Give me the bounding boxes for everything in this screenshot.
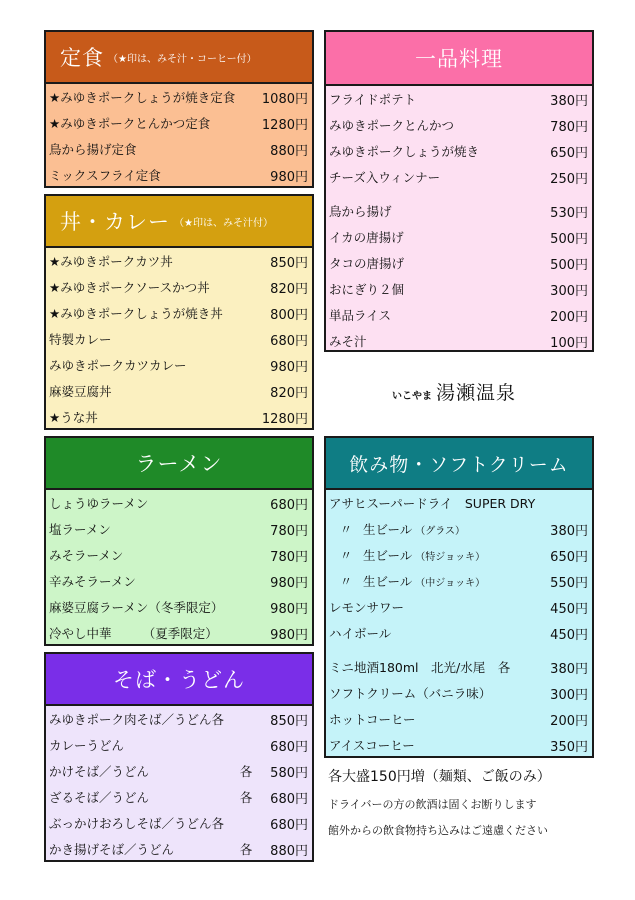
menu-item-price: 980円 [270,601,308,617]
menu-item-price: 780円 [270,549,308,565]
menu-item-price: 850円 [270,255,308,271]
menu-item-name: フライドポテト [329,92,417,107]
menu-item-name: みゆきポークカツカレー [49,358,187,373]
donburi-item [46,404,312,430]
menu-item-name: ソフトクリーム（バニラ味） [329,686,492,701]
donburi-item [46,352,312,378]
note-large-serving: 各大盛150円増（麺類、ご飯のみ） [328,769,551,785]
donburi-item [46,274,312,300]
menu-item-name: カレーうどん [49,738,125,753]
menu-item-name: ★みゆきポークカツ丼 [49,254,173,269]
ippin-list-a [326,86,592,190]
menu-item-price: 200円 [550,309,588,325]
menu-item-price: 300円 [550,283,588,299]
menu-item-each: 各 [239,790,253,805]
ramen-item [46,568,312,594]
donburi-header [46,196,312,248]
ippin-item [326,302,592,328]
soba-title: そば・うどん [113,668,245,692]
menu-item-name: 麻婆豆腐丼 [49,384,112,399]
menu-item-price: 380円 [550,661,588,677]
ippin-list-b [326,198,592,352]
donburi-item [46,300,312,326]
ippin-item [326,164,592,190]
soba-item [46,732,312,758]
menu-item-price: 530円 [550,205,588,221]
menu-item-price: 780円 [550,119,588,135]
menu-item-price: 1280円 [261,411,308,427]
menu-item-name: ミックスフライ定食 [49,168,161,183]
teishoku-title: 定食 [60,46,104,70]
menu-item-name: 辛みそラーメン [49,574,136,589]
logo-main-text: 湯瀬温泉 [436,382,517,404]
menu-item-price: 1080円 [261,91,308,107]
ramen-item [46,490,312,516]
ditto-mark: 〃 [339,548,353,563]
menu-item-price: 680円 [270,739,308,755]
beer-item-label [329,546,538,564]
ramen-item [46,542,312,568]
ramen-section [44,436,314,646]
ippin-item [326,86,592,112]
menu-item-name: ミニ地酒180ml 北光/水尾 各 [329,660,511,675]
menu-item-price: 200円 [550,713,588,729]
menu-item-price: 680円 [270,791,308,807]
menu-item-price: 800円 [270,307,308,323]
ippin-item [326,276,592,302]
menu-item-price: 980円 [270,359,308,375]
menu-item-name: みそラーメン [49,548,124,563]
ippin-list [326,86,592,350]
ippin-item [326,112,592,138]
ippin-item [326,250,592,276]
drinks-section [324,436,594,758]
menu-item-name: タコの唐揚げ [329,256,405,271]
soba-list [46,706,312,862]
menu-item-price: 820円 [270,281,308,297]
menu-item-each: 各 [239,764,253,779]
menu-item-price: 850円 [270,713,308,729]
donburi-title: 丼・カレー [60,210,170,234]
menu-item-name: ★みゆきポークしょうが焼き丼 [49,306,223,321]
drinks-list-a [326,594,592,646]
menu-item-name: 塩ラーメン [49,522,111,537]
menu-item-price: 380円 [550,93,588,109]
drink-item [326,620,592,646]
menu-item-price: 680円 [270,333,308,349]
logo-sub-text: いこやま [392,391,432,402]
beer-item-size: （中ジョッキ） [415,577,486,589]
menu-item-each: 各 [239,842,253,857]
menu-item-name: チーズ入ウィンナー [329,170,441,185]
note-no-outside-food: 館外からの飲食物持ち込みはご遠慮ください [328,824,548,837]
note-no-drinking-driving: ドライバーの方の飲酒は固くお断りします [328,798,537,811]
menu-item-name: 特製カレー [49,332,112,347]
ramen-item [46,516,312,542]
ippin-header [326,32,592,86]
soba-item [46,810,312,836]
teishoku-item [46,136,312,162]
menu-item-name: みゆきポークとんかつ [329,118,455,133]
menu-item-name: 単品ライス [329,308,392,323]
beer-item-price: 550円 [550,575,588,591]
menu-item-name: ホットコーヒー [329,712,416,727]
beer-item-label [329,520,538,538]
teishoku-section [44,30,314,188]
ippin-item [326,224,592,250]
menu-item-price: 780円 [270,523,308,539]
menu-item-name: ハイボール [329,626,392,641]
teishoku-note: （★印は、みそ汁・コーヒー付） [108,53,257,65]
soba-item [46,758,312,784]
menu-item-name: 冷やし中華 （夏季限定） [49,626,218,641]
menu-item-price: 450円 [550,627,588,643]
ramen-item [46,620,312,646]
menu-item-name: 鳥から揚げ [329,204,392,219]
beer-item-size: （特ジョッキ） [415,551,486,563]
drinks-list [326,490,592,756]
beer-item-name: 生ビール [363,548,413,563]
donburi-section [44,194,314,430]
teishoku-item [46,84,312,110]
beer-item-name: 生ビール [363,574,413,589]
menu-item-name: 麻婆豆腐ラーメン（冬季限定） [49,600,224,615]
beer-item-size: （グラス） [415,525,465,537]
menu-item-price: 880円 [270,843,308,859]
beer-item [326,516,592,542]
beer-item-price: 380円 [550,523,588,539]
menu-item-price: 980円 [270,575,308,591]
menu-item-price: 1280円 [261,117,308,133]
ippin-title: 一品料理 [415,47,503,71]
soba-item [46,836,312,862]
ippin-item [326,138,592,164]
menu-item-name: みゆきポークしょうが焼き [329,144,480,159]
soba-item [46,706,312,732]
drinks-beer-list [326,516,592,594]
drinks-header [326,438,592,490]
menu-item-name: しょうゆラーメン [49,496,149,511]
beer-item-name: 生ビール [363,522,413,537]
menu-item-name: ★みゆきポークとんかつ定食 [49,116,211,131]
menu-item-name: レモンサワー [329,600,405,615]
menu-item-name: かき揚げそば／うどん [49,842,175,857]
ippin-item [326,328,592,352]
ramen-list [46,490,312,646]
beer-item-price: 650円 [550,549,588,565]
teishoku-list [46,84,312,188]
ippin-item [326,198,592,224]
drink-item [326,654,592,680]
ramen-item [46,594,312,620]
teishoku-item [46,110,312,136]
menu-item-name: かけそば／うどん [49,764,150,779]
menu-item-price: 980円 [270,627,308,643]
menu-item-name: ★みゆきポークソースかつ丼 [49,280,210,295]
menu-item-price: 100円 [550,335,588,351]
drinks-list-b [326,654,592,758]
ippin-gap [326,190,592,198]
drink-item [326,706,592,732]
donburi-item [46,248,312,274]
menu-item-price: 580円 [270,765,308,781]
menu-item-name: ざるそば／うどん [49,790,150,805]
drink-item [326,732,592,758]
menu-item-price: 820円 [270,385,308,401]
donburi-item [46,378,312,404]
menu-item-name: アイスコーヒー [329,738,415,753]
donburi-item [46,326,312,352]
drinks-title: 飲み物・ソフトクリーム [349,453,569,476]
menu-item-price: 980円 [270,169,308,185]
menu-item-name: みそ汁 [329,334,367,349]
soba-header [46,654,312,706]
drinks-header-item [326,490,592,516]
menu-item-price: 650円 [550,145,588,161]
ramen-header [46,438,312,490]
menu-item-name: ★うな丼 [49,410,98,425]
soba-section [44,652,314,862]
drinks-header-item-name: アサヒスーパードライ SUPER DRY [329,496,536,511]
beer-item [326,568,592,594]
onsen-logo [392,378,516,405]
teishoku-header [46,32,312,84]
menu-item-price: 350円 [550,739,588,755]
menu-item-price: 500円 [550,231,588,247]
donburi-note: （★印は、みそ汁付） [174,217,273,229]
beer-item [326,542,592,568]
ditto-mark: 〃 [339,574,353,589]
menu-item-name: 鳥から揚げ定食 [49,142,137,157]
menu-item-price: 300円 [550,687,588,703]
drinks-gap [326,646,592,654]
beer-item-label [329,572,538,590]
ramen-title: ラーメン [135,452,223,476]
menu-item-name: イカの唐揚げ [329,230,404,245]
menu-item-price: 500円 [550,257,588,273]
menu-item-price: 680円 [270,817,308,833]
drink-item [326,594,592,620]
menu-item-price: 450円 [550,601,588,617]
teishoku-item [46,162,312,188]
menu-item-name: ぶっかけおろしそば／うどん各 [49,816,225,831]
menu-item-name: ★みゆきポークしょうが焼き定食 [49,90,236,105]
menu-item-name: みゆきポーク肉そば／うどん各 [49,712,225,727]
menu-item-price: 250円 [550,171,588,187]
ippin-section [324,30,594,352]
menu-item-name: おにぎり２個 [329,282,405,297]
donburi-list [46,248,312,430]
menu-item-price: 680円 [270,497,308,513]
ditto-mark: 〃 [339,522,353,537]
soba-item [46,784,312,810]
menu-item-price: 880円 [270,143,308,159]
drink-item [326,680,592,706]
